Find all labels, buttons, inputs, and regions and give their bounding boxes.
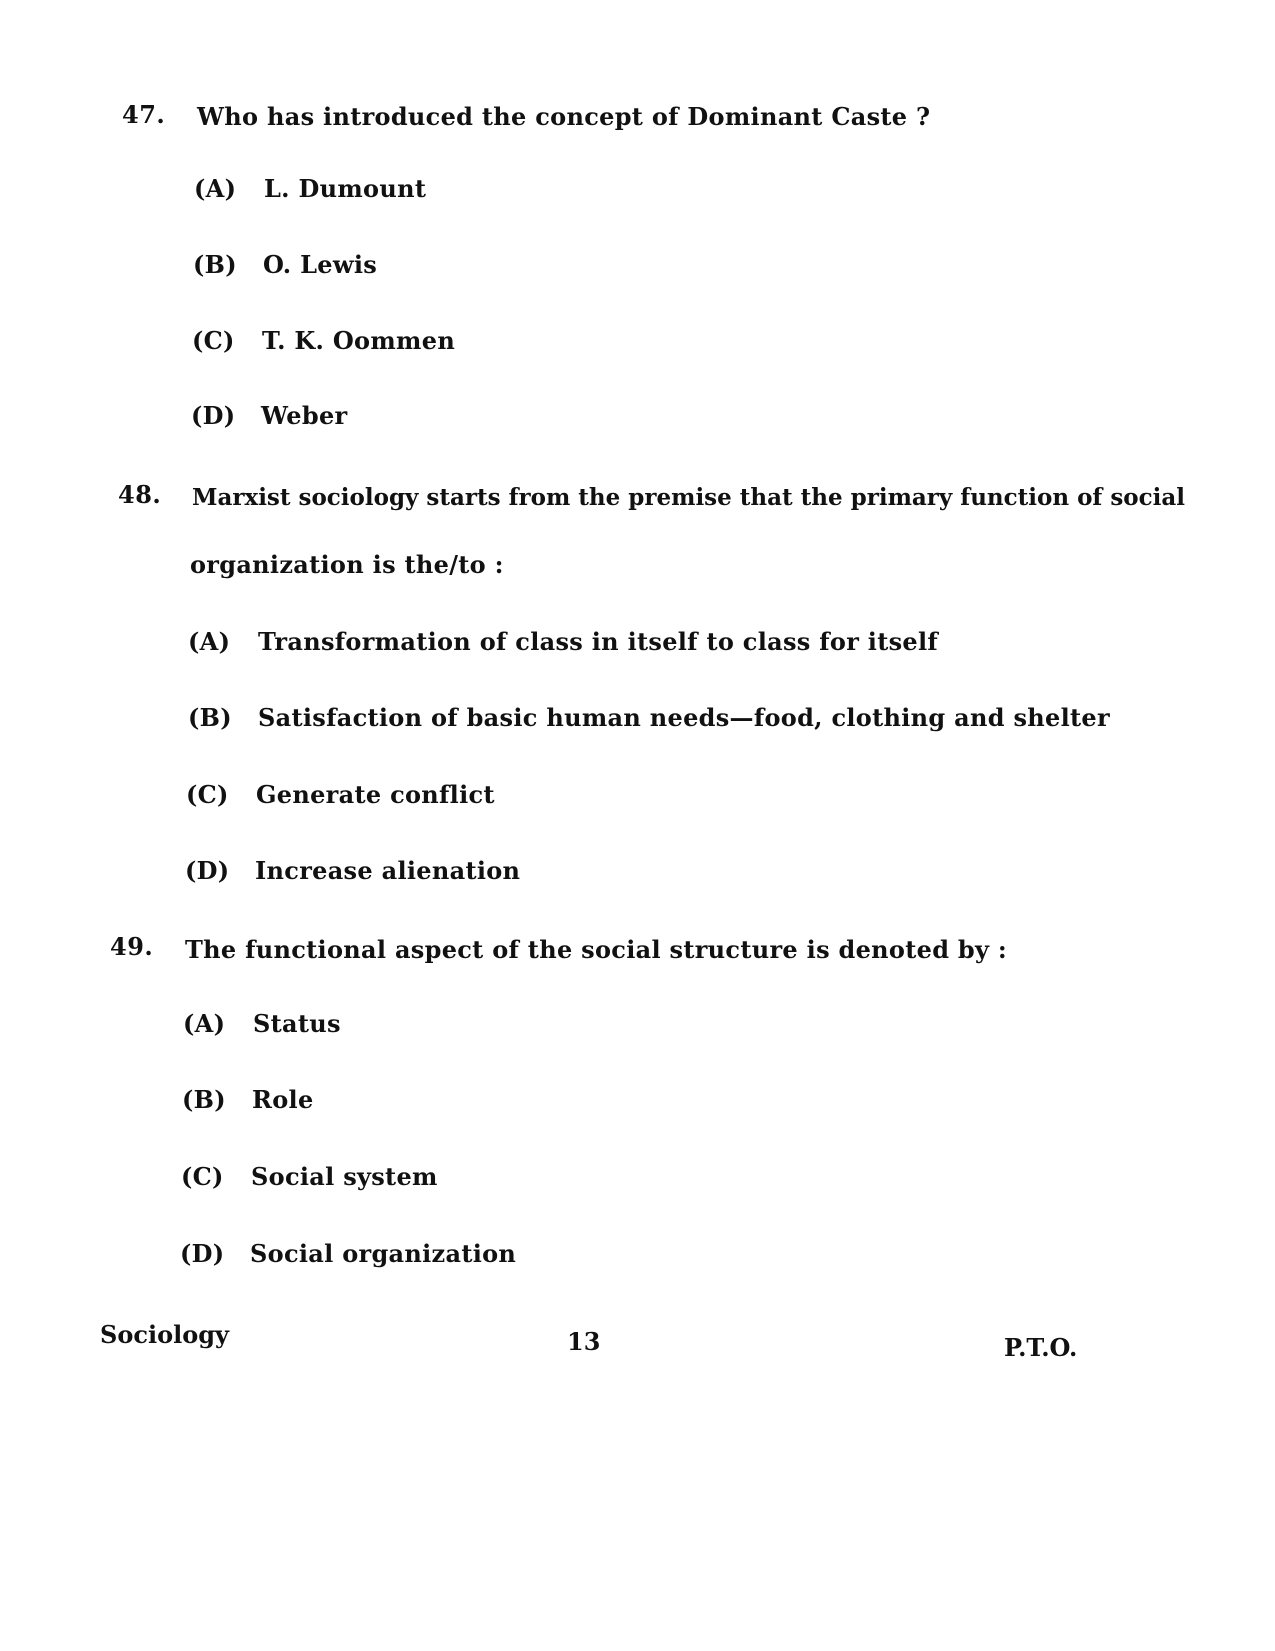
question-number: 49. (110, 932, 154, 961)
option-letter: (C) (186, 780, 229, 809)
option-letter: (A) (183, 1009, 226, 1038)
option-d (180, 1239, 516, 1268)
option-letter: (C) (192, 326, 235, 355)
option-c (181, 1162, 438, 1191)
option-text: Satisfaction of basic human needs—food, clothing and shelter (258, 703, 1110, 732)
option-letter: (D) (185, 856, 230, 885)
option-text: Social organization (250, 1239, 517, 1268)
option-text: T. K. Oommen (262, 326, 456, 355)
footer-pto: P.T.O. (1004, 1333, 1078, 1362)
option-text: Social system (251, 1162, 438, 1191)
option-text: Status (253, 1009, 341, 1038)
option-c (192, 326, 455, 355)
option-text: Increase alienation (255, 856, 521, 885)
option-letter: (B) (182, 1085, 226, 1114)
option-a (188, 627, 938, 656)
option-text: O. Lewis (263, 250, 378, 279)
option-letter: (B) (193, 250, 237, 279)
question-number: 47. (122, 100, 166, 129)
question-number: 48. (118, 480, 162, 509)
footer-subject: Sociology (100, 1320, 229, 1349)
question-text-line-2: organization is the/to : (190, 550, 504, 579)
option-letter: (D) (180, 1239, 225, 1268)
option-text: L. Dumount (264, 174, 427, 203)
option-b (188, 703, 1110, 732)
option-letter: (D) (191, 401, 236, 430)
option-letter: (A) (188, 627, 231, 656)
option-letter: (B) (188, 703, 232, 732)
option-a (194, 174, 426, 203)
question-text: Who has introduced the concept of Dominant Caste ? (197, 102, 931, 131)
option-letter: (C) (181, 1162, 224, 1191)
option-text: Transformation of class in itself to class for itself (258, 627, 939, 656)
option-letter: (A) (194, 174, 237, 203)
option-b (193, 250, 377, 279)
option-d (191, 401, 347, 430)
option-text: Weber (261, 401, 348, 430)
question-text-line-1: Marxist sociology starts from the premise that the primary function of social (192, 484, 1185, 511)
option-text: Role (252, 1085, 314, 1114)
option-b (182, 1085, 314, 1114)
option-d (185, 856, 520, 885)
option-a (183, 1009, 341, 1038)
option-text: Generate conflict (256, 780, 495, 809)
footer-page-number: 13 (567, 1327, 601, 1356)
question-text: The functional aspect of the social structure is denoted by : (185, 935, 1008, 964)
option-c (186, 780, 495, 809)
